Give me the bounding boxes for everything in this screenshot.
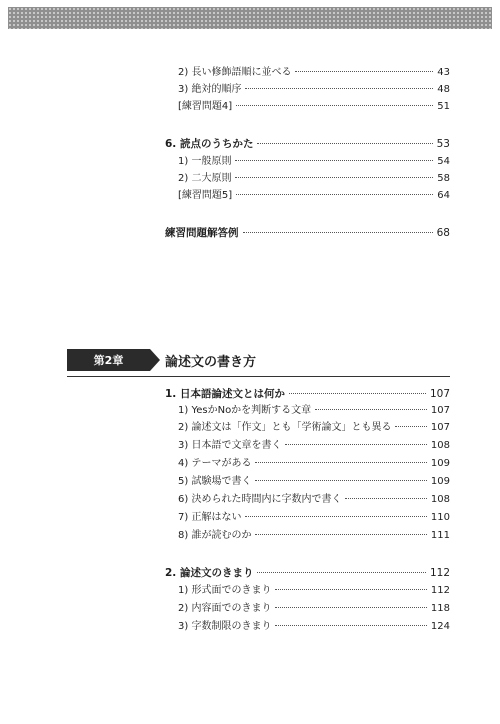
toc-entry-label: 7) 正解はない xyxy=(178,512,242,523)
toc-section-title: 練習問題解答例 xyxy=(165,227,239,239)
toc-entry-label: 2) 長い修飾語順に並べる xyxy=(178,67,292,78)
toc-entry[interactable] xyxy=(178,457,450,471)
toc-entry-label: [練習問題4] xyxy=(178,101,233,112)
dot-leader xyxy=(275,589,426,590)
toc-entry-label: 1) 形式面でのきまり xyxy=(178,585,272,596)
toc-entry[interactable] xyxy=(178,511,450,525)
dot-leader xyxy=(236,194,433,195)
toc-entry-label: 1) YesかNoかを判断する文章 xyxy=(178,405,312,416)
toc-entry[interactable] xyxy=(178,529,450,543)
toc-section-page: 107 xyxy=(429,388,450,400)
toc-entry-label: 8) 誰が読むのか xyxy=(178,530,252,541)
toc-entry-page: 108 xyxy=(430,440,450,451)
dot-leader xyxy=(275,625,426,626)
toc-entry-label: 6) 決められた時間内に字数内で書く xyxy=(178,494,342,505)
toc-section-heading[interactable] xyxy=(165,387,450,401)
toc-entry-label: 3) 字数制限のきまり xyxy=(178,621,272,632)
dot-leader xyxy=(243,232,433,233)
dot-leader xyxy=(275,607,426,608)
toc-entry-label: 3) 絶対的順序 xyxy=(178,84,242,95)
toc-entry-label: 1) 一般原則 xyxy=(178,156,232,167)
toc-entry-page: 43 xyxy=(437,67,450,78)
dot-leader xyxy=(235,160,433,161)
toc-section-title: 2. 論述文のきまり xyxy=(165,567,254,579)
toc-entry[interactable] xyxy=(178,100,450,114)
toc-entry[interactable] xyxy=(178,421,450,435)
toc-entry-label: 2) 論述文は「作文」とも「学術論文」とも異る xyxy=(178,422,392,433)
toc-entry-label: [練習問題5] xyxy=(178,190,233,201)
toc-entry-page: 109 xyxy=(430,476,450,487)
toc-entry-page: 111 xyxy=(430,530,450,541)
toc-entry[interactable] xyxy=(178,66,450,80)
dot-leader xyxy=(285,444,426,445)
chapter-title: 論述文の書き方 xyxy=(165,355,257,370)
toc-entry[interactable] xyxy=(178,602,450,616)
dot-leader xyxy=(295,71,433,72)
toc-entry[interactable] xyxy=(178,475,450,489)
toc-section-page: 68 xyxy=(436,227,450,239)
toc-entry[interactable] xyxy=(178,189,450,203)
toc-entry-page: 64 xyxy=(437,190,450,201)
toc-entry-label: 4) テーマがある xyxy=(178,458,252,469)
dot-leader xyxy=(245,516,426,517)
chapter-badge: 第2章 xyxy=(67,349,150,371)
toc-entry[interactable] xyxy=(178,155,450,169)
toc-entry[interactable] xyxy=(178,172,450,186)
dot-leader xyxy=(257,572,426,573)
toc-entry[interactable] xyxy=(178,439,450,453)
toc-entry-label: 2) 二大原則 xyxy=(178,173,232,184)
toc-entry[interactable] xyxy=(178,584,450,598)
toc-section-heading[interactable] xyxy=(165,226,450,240)
dot-leader xyxy=(395,426,426,427)
toc-section-title: 6. 読点のうちかた xyxy=(165,138,254,150)
toc-entry-label: 3) 日本語で文章を書く xyxy=(178,440,282,451)
toc-entry-label: 2) 内容面でのきまり xyxy=(178,603,272,614)
toc-section-title: 1. 日本語論述文とは何か xyxy=(165,388,285,400)
dot-leader xyxy=(257,143,432,144)
dot-leader xyxy=(255,534,426,535)
toc-entry[interactable] xyxy=(178,83,450,97)
toc-entry-page: 54 xyxy=(437,156,450,167)
toc-entry-page: 109 xyxy=(430,458,450,469)
toc-entry-page: 51 xyxy=(437,101,450,112)
toc-entry-page: 124 xyxy=(430,621,450,632)
toc-entry-page: 48 xyxy=(437,84,450,95)
header-dot-band xyxy=(8,7,492,29)
dot-leader xyxy=(245,88,433,89)
toc-entry-page: 107 xyxy=(430,422,450,433)
dot-leader xyxy=(235,177,433,178)
toc-entry[interactable] xyxy=(178,493,450,507)
dot-leader xyxy=(289,393,426,394)
dot-leader xyxy=(236,105,433,106)
dot-leader xyxy=(255,480,426,481)
chapter-divider xyxy=(67,376,450,377)
toc-entry-page: 107 xyxy=(430,405,450,416)
toc-entry[interactable] xyxy=(178,620,450,634)
toc-entry-page: 118 xyxy=(430,603,450,614)
toc-section-heading[interactable] xyxy=(165,566,450,580)
dot-leader xyxy=(255,462,426,463)
toc-section-page: 53 xyxy=(436,138,450,150)
toc-section-page: 112 xyxy=(429,567,450,579)
toc-entry-page: 58 xyxy=(437,173,450,184)
dot-leader xyxy=(315,409,427,410)
toc-section-heading[interactable] xyxy=(165,137,450,151)
toc-entry-page: 110 xyxy=(430,512,450,523)
toc-entry-page: 112 xyxy=(430,585,450,596)
toc-entry[interactable] xyxy=(178,404,450,418)
dot-leader xyxy=(345,498,426,499)
toc-entry-label: 5) 試験場で書く xyxy=(178,476,252,487)
toc-entry-page: 108 xyxy=(430,494,450,505)
